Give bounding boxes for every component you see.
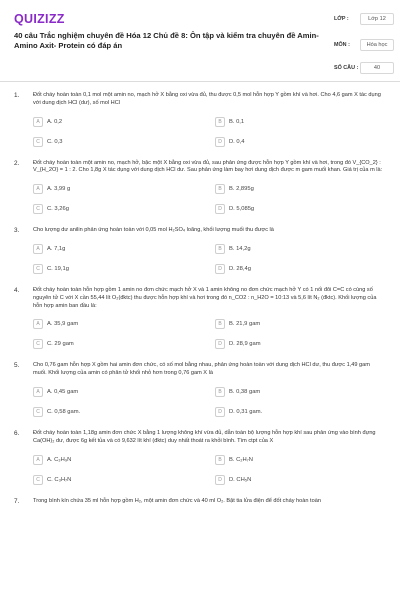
question-item xyxy=(0,160,400,216)
answer-option[interactable] xyxy=(215,338,383,350)
option-letter-box[interactable]: D xyxy=(215,137,225,147)
option-letter-box[interactable]: C xyxy=(33,264,43,274)
option-text: C. 19,1g xyxy=(47,265,69,272)
answer-option[interactable] xyxy=(33,318,201,330)
option-letter-box[interactable]: A xyxy=(33,244,43,254)
option-letter-box[interactable]: A xyxy=(33,184,43,194)
meta-subject-row xyxy=(334,34,390,60)
option-letter-box[interactable]: A xyxy=(33,319,43,329)
question-item xyxy=(0,287,400,350)
answer-option[interactable] xyxy=(33,338,201,350)
count-value: 40 xyxy=(360,62,394,74)
answer-option[interactable] xyxy=(215,386,383,398)
worksheet-title: 40 câu Trắc nghiệm chuyên đề Hóa 12 Chủ đề 8: Ôn tập và kiểm tra chuyên đề Amin- Amino Axit- Protein có đáp án xyxy=(14,31,319,50)
question-text: Đốt cháy hoàn toàn 1,18g amin đơn chức X bằng 1 lượng không khí vừa đủ, dẫn toàn bộ lượng hỗn hợp khí sau phản ứng vào bình đựng Ca(OH)₂ dư, được 6g kết tủa và có 9,632 lít khí (đktc) duy nhất thoát ra khỏi bình. Tìm ctpt của X xyxy=(33,429,376,444)
question-item xyxy=(0,498,400,506)
answer-option[interactable] xyxy=(215,243,383,255)
option-text: A. 35,9 gam xyxy=(47,321,79,328)
option-text: C. 3,26g xyxy=(47,206,69,213)
option-letter-box[interactable]: A xyxy=(33,455,43,465)
answer-option[interactable] xyxy=(33,203,201,215)
answer-option[interactable] xyxy=(33,263,201,275)
count-label: SỐ CÂU : xyxy=(334,65,359,71)
option-text: B. 0,38 gam xyxy=(229,388,261,395)
answer-option[interactable] xyxy=(215,203,383,215)
option-text: A. 0,2 xyxy=(47,118,63,125)
option-letter-box[interactable]: D xyxy=(215,407,225,417)
option-letter-box[interactable]: C xyxy=(33,407,43,417)
answer-option[interactable] xyxy=(215,136,383,148)
question-number: 5. xyxy=(14,362,20,370)
class-label: LỚP : xyxy=(334,16,349,22)
answer-options xyxy=(33,386,383,418)
option-text: C. 29 gam xyxy=(47,341,74,348)
question-text: Cho lượng dư anilin phản ứng hoàn toàn với 0,05 mol H₂SO₄ loãng, khối lượng muối thu được là xyxy=(33,227,274,234)
answer-option[interactable] xyxy=(215,116,383,128)
option-text: B. 2,895g xyxy=(229,186,254,193)
answer-option[interactable] xyxy=(33,183,201,195)
subject-label: MÔN : xyxy=(334,42,350,48)
answer-option[interactable] xyxy=(215,318,383,330)
answer-option[interactable] xyxy=(33,136,201,148)
question-text: Trong bình kín chứa 35 ml hỗn hợp gồm H₂, một amin đơn chức và 40 ml O₂. Bật tia lửa điện để đốt cháy hoàn toàn xyxy=(33,497,321,504)
worksheet-header xyxy=(0,0,400,82)
answer-option[interactable] xyxy=(33,243,201,255)
option-letter-box[interactable]: B xyxy=(215,117,225,127)
question-text: Đốt cháy hoàn toàn một amin no, mạch hở, bậc một X bằng oxi vừa đủ, sau phản ứng được hỗn hợp Y gồm khí và hơi, trong đó V_{CO_2} : V_{H_2O} = 1 : 2. Cho 1,8g X tác dụng với dung dịch HCl dư. Sau phản ứng làm bay hơi dung dịch được m gam muối khan. Giá trị của m là: xyxy=(33,159,383,174)
option-letter-box[interactable]: B xyxy=(215,387,225,397)
question-number: 2. xyxy=(14,159,20,167)
option-text: A. 7,1g xyxy=(47,245,66,252)
option-letter-box[interactable]: D xyxy=(215,264,225,274)
option-text: C. C₃H₇N xyxy=(47,476,72,483)
option-text: B. 0,1 xyxy=(229,118,245,125)
question-number: 3. xyxy=(14,227,20,235)
option-text: B. C₂H₇N xyxy=(229,456,253,463)
option-text: C. 0,3 xyxy=(47,138,63,145)
option-text: A. C₃H₉N xyxy=(47,456,72,463)
option-letter-box[interactable]: D xyxy=(215,339,225,349)
answer-option[interactable] xyxy=(215,474,383,486)
worksheet-meta xyxy=(334,10,390,74)
answer-option[interactable] xyxy=(33,454,201,466)
option-letter-box[interactable]: A xyxy=(33,117,43,127)
question-number: 4. xyxy=(14,286,20,294)
option-letter-box[interactable]: D xyxy=(215,204,225,214)
option-letter-box[interactable]: B xyxy=(215,244,225,254)
meta-class-row xyxy=(334,10,390,34)
answer-options xyxy=(33,243,383,275)
question-item xyxy=(0,430,400,486)
option-text: D. 28,9 gam xyxy=(229,341,261,348)
question-text: Đốt cháy hoàn toàn hỗn hợp gồm 1 amin no đơn chức mạch hở X và 1 amin không no đơn chức mạch hở Y có 1 nối đôi C=C có cùng số nguyên tử C với X cần 55,44 lít O₂(đktc) thu được hỗn hợp khí và hơi trong đó n_CO2 : n_H2O = 10:13 và 5,6 lít N₂ (đktc). Khối lượng của hỗn hợp amin ban đầu là: xyxy=(33,286,377,309)
option-text: D. 0,4 xyxy=(229,138,245,145)
answer-option[interactable] xyxy=(33,386,201,398)
quizizz-logo[interactable]: QUIZIZZ xyxy=(14,12,65,26)
question-item xyxy=(0,362,400,418)
answer-options xyxy=(33,116,383,148)
option-text: D. 28,4g xyxy=(229,265,251,272)
answer-option[interactable] xyxy=(33,474,201,486)
answer-option[interactable] xyxy=(215,454,383,466)
subject-value: Hóa học xyxy=(360,39,394,51)
question-number: 6. xyxy=(14,429,20,437)
answer-option[interactable] xyxy=(215,406,383,418)
option-letter-box[interactable]: D xyxy=(215,475,225,485)
question-item xyxy=(0,92,400,148)
option-letter-box[interactable]: C xyxy=(33,137,43,147)
option-text: D. 5,085g xyxy=(229,206,255,213)
question-text: Đốt cháy hoàn toàn 0,1 mol một amin no, mạch hở X bằng oxi vừa đủ, thu được 0,5 mol hỗn hợp Y gồm khí và hơi. Cho 4,6 gam X tác dụng với dung dịch HCl (dư), số mol HCl xyxy=(33,92,381,106)
question-list xyxy=(0,92,400,517)
option-text: B. 21,9 gam xyxy=(229,321,261,328)
question-item xyxy=(0,227,400,275)
question-number: 1. xyxy=(14,92,20,99)
option-letter-box[interactable]: B xyxy=(215,319,225,329)
meta-count-row xyxy=(334,60,390,74)
answer-options xyxy=(33,183,383,215)
option-letter-box[interactable]: B xyxy=(215,184,225,194)
question-number: 7. xyxy=(14,497,20,505)
answer-option[interactable] xyxy=(215,183,383,195)
option-text: A. 3,99 g xyxy=(47,186,71,193)
class-value: Lớp 12 xyxy=(360,13,394,25)
answer-option[interactable] xyxy=(33,406,201,418)
option-text: D. 0,31 gam. xyxy=(229,408,263,415)
answer-option[interactable] xyxy=(215,263,383,275)
option-text: B. 14,2g xyxy=(229,245,251,252)
option-letter-box[interactable]: C xyxy=(33,204,43,214)
option-letter-box[interactable]: C xyxy=(33,475,43,485)
option-text: D. CH₅N xyxy=(229,476,252,483)
option-text: C. 0,58 gam. xyxy=(47,408,81,415)
answer-option[interactable] xyxy=(33,116,201,128)
question-text: Cho 0,76 gam hỗn hợp X gồm hai amin đơn chức, có số mol bằng nhau, phản ứng hoàn toàn với dung dịch HCl dư, thu được 1,49 gam muối. Khối lượng của amin có phân tử khối nhỏ hơn trong 0,76 gam X là xyxy=(33,362,370,377)
option-text: A. 0,45 gam xyxy=(47,388,79,395)
option-letter-box[interactable]: C xyxy=(33,339,43,349)
option-letter-box[interactable]: B xyxy=(215,455,225,465)
option-letter-box[interactable]: A xyxy=(33,387,43,397)
answer-options xyxy=(33,454,383,486)
answer-options xyxy=(33,318,383,350)
